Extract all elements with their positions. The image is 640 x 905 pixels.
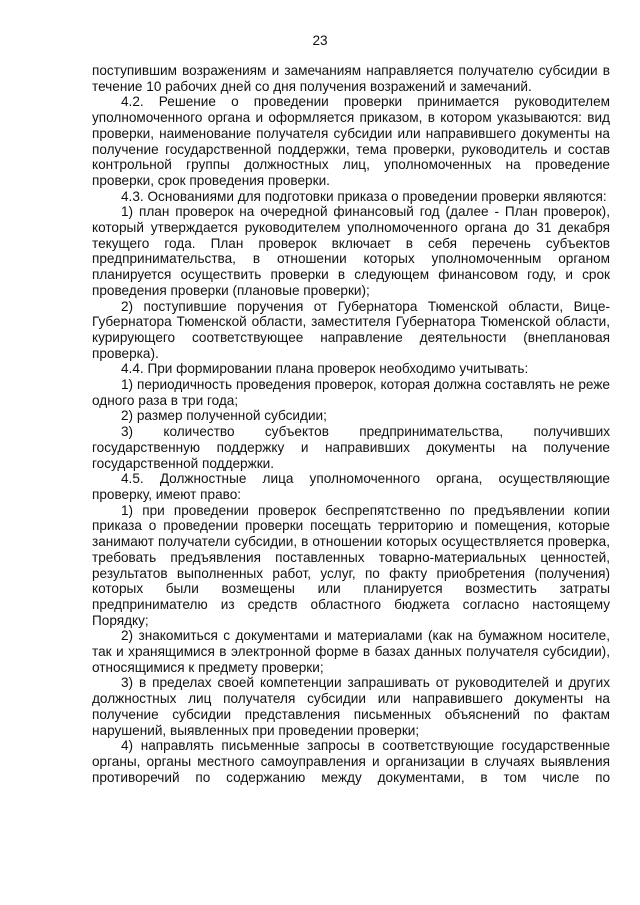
- paragraph: 4.3. Основаниями для подготовки приказа о проведении проверки являются:: [121, 188, 607, 204]
- paragraph: 1) план проверок на очередной финансовый год (далее - План проверок), который утверждается руководителем уполномоченного органа до 31 декабря текущего года. План проверок включает в себя перечень субъектов предпринимательства, в отношении которых уполномоченным органом планируется осуществить проверки в следующем финансовом году, и срок проведения проверки (плановые проверки);: [92, 204, 610, 298]
- document-body: [92, 63, 610, 785]
- paragraph: 4.2. Решение о проведении проверки принимается руководителем уполномоченного органа и оформляется приказом, в котором указываются: вид проверки, наименование получателя субсидии или направившего документы на получение государственной поддержки, тема проверки, руководитель и состав контрольной группы должностных лиц, уполномоченных на проведение проверки, срок проведения проверки.: [92, 94, 610, 188]
- paragraph: поступившим возражениям и замечаниям направляется получателю субсидии в течение 10 рабочих дней со дня получения возражений и замечаний.: [92, 63, 610, 94]
- paragraph: 4.4. При формировании плана проверок необходимо учитывать:: [121, 361, 529, 377]
- paragraph: 3) количество субъектов предпринимательства, получивших государственную поддержку и направивших документы на получение государственной поддержки.: [92, 424, 610, 471]
- paragraph: 2) знакомиться с документами и материалами (как на бумажном носителе, так и хранящимися в электронной форме в базах данных получателя субсидии), относящимися к предмету проверки;: [92, 628, 610, 675]
- paragraph: 2) поступившие поручения от Губернатора Тюменской области, Вице-Губернатора Тюменской области, заместителя Губернатора Тюменской области, курирующего соответствующее направление деятельности (внеплановая проверка).: [92, 298, 610, 361]
- paragraph: 2) размер полученной субсидии;: [121, 408, 327, 424]
- paragraph: 4) направлять письменные запросы в соответствующие государственные органы, органы местного самоуправления и организации в случаях выявления противоречий по содержанию между документами, в том числе по: [92, 738, 610, 785]
- paragraph: 1) при проведении проверок беспрепятственно по предъявлении копии приказа о проведении проверки посещать территорию и помещения, которые занимают получатели субсидии, в отношении которых осуществляется проверка, требовать предъявления поставленных товарно-материальных ценностей, результатов выполненных работ, услуг, по факту приобретения (получения) которых были возмещены или планируется возместить затраты предпринимателю из средств областного бюджета согласно настоящему Порядку;: [92, 502, 610, 628]
- paragraph: 1) периодичность проведения проверок, которая должна составлять не реже одного раза в три года;: [92, 377, 610, 408]
- paragraph: 4.5. Должностные лица уполномоченного органа, осуществляющие проверку, имеют право:: [92, 471, 610, 502]
- paragraph: 3) в пределах своей компетенции запрашивать от руководителей и других должностных лиц получателя субсидии или направившего документы на получение субсидии представления письменных объяснений по фактам нарушений, выявленных при проведении проверки;: [92, 675, 610, 738]
- page-number: 23: [312, 33, 328, 48]
